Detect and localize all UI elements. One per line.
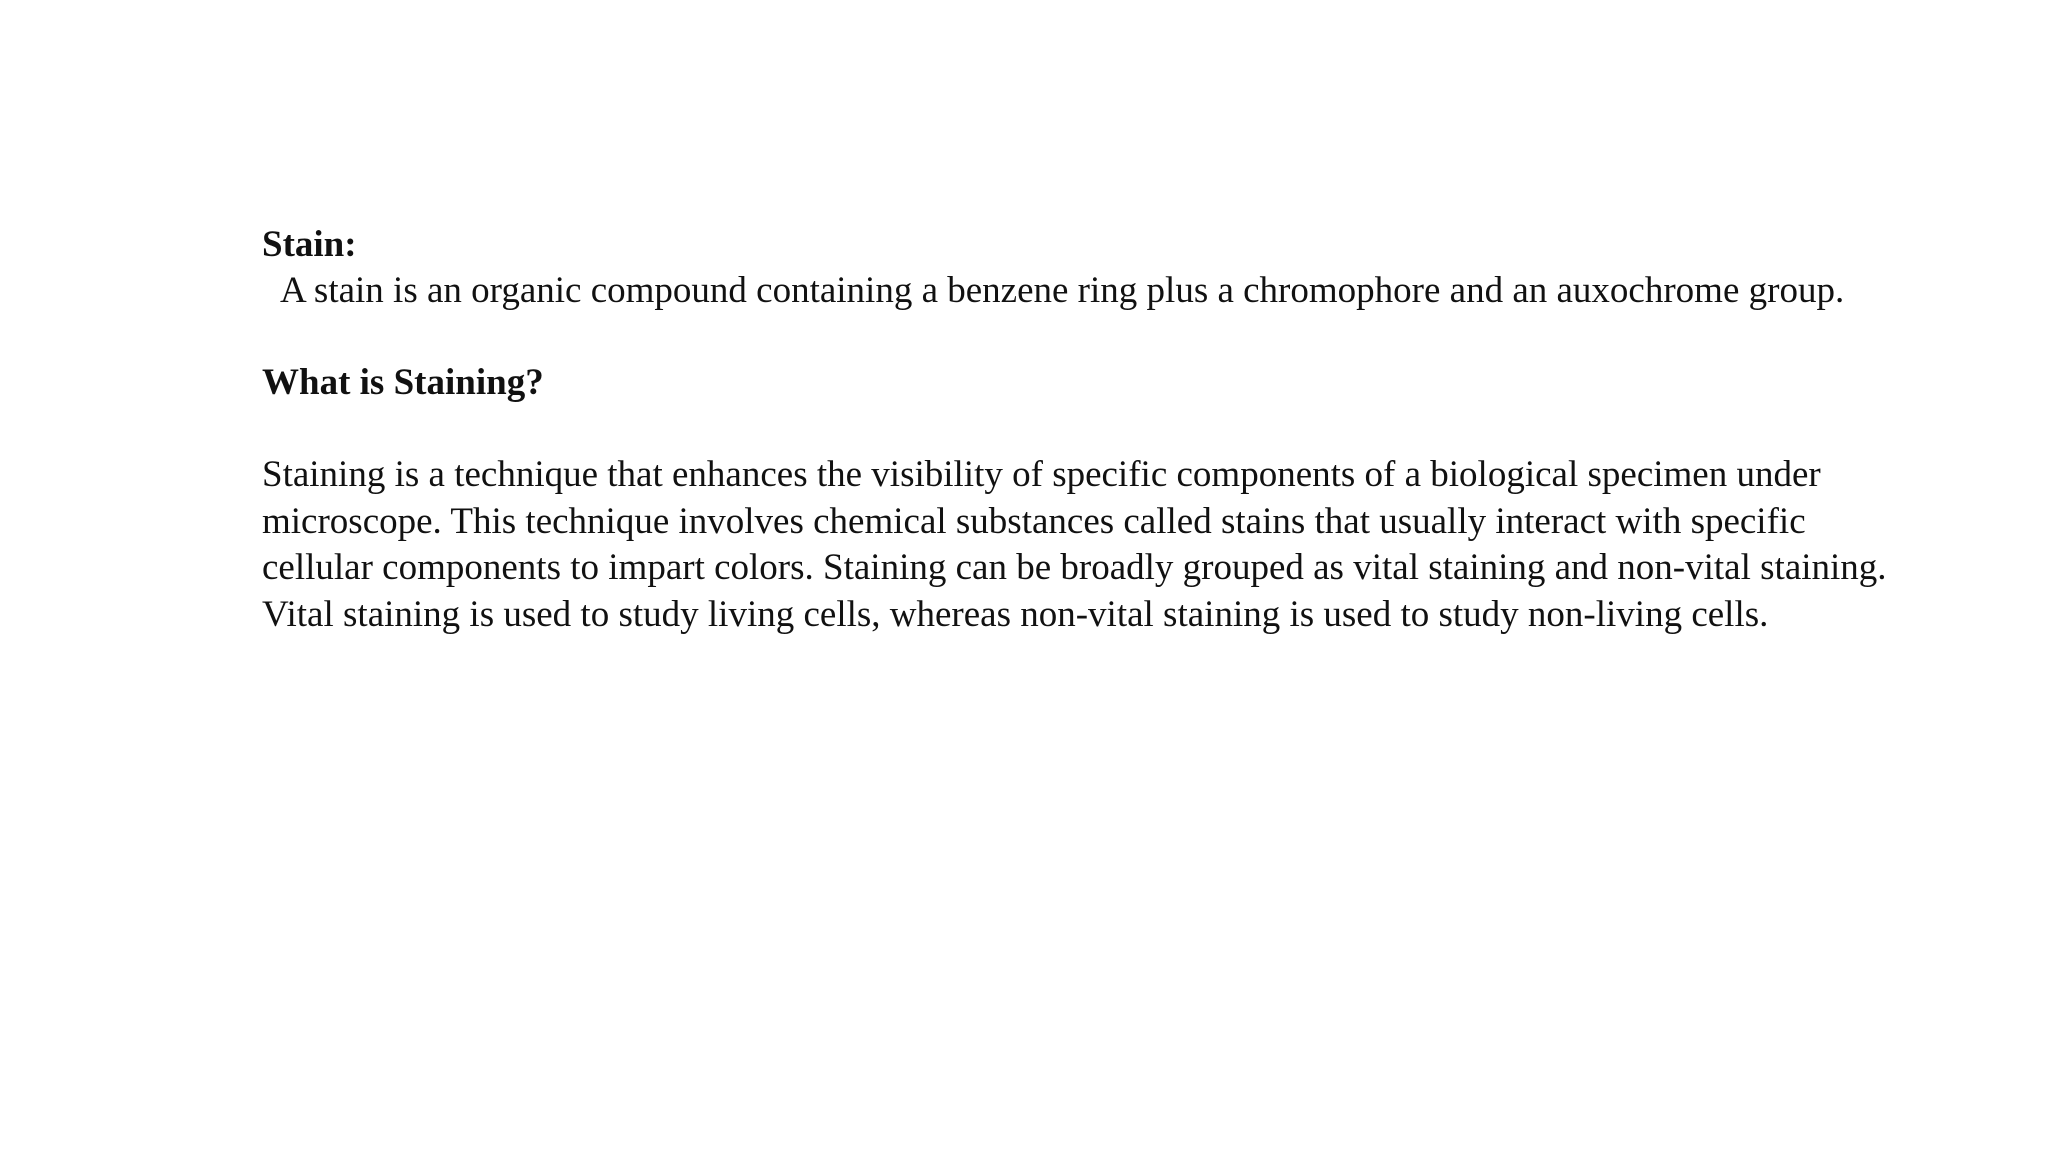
staining-paragraph: Staining is a technique that enhances the visibility of specific components of a biological specimen under microscope. This technique involves chemical substances called stains that usually interact with specific cellular components to impart colors. Staining can be broadly grouped as vital staining and non-vital staining. Vital staining is used to study living cells, whereas non-vital staining is used to study non-living cells. [262,454,1887,635]
slide-content [262,222,1902,638]
stain-heading: Stain: [262,224,357,265]
staining-heading: What is Staining? [262,362,544,403]
stain-definition: A stain is an organic compound containing a benzene ring plus a chromophore and an auxochrome group. [280,270,1845,311]
